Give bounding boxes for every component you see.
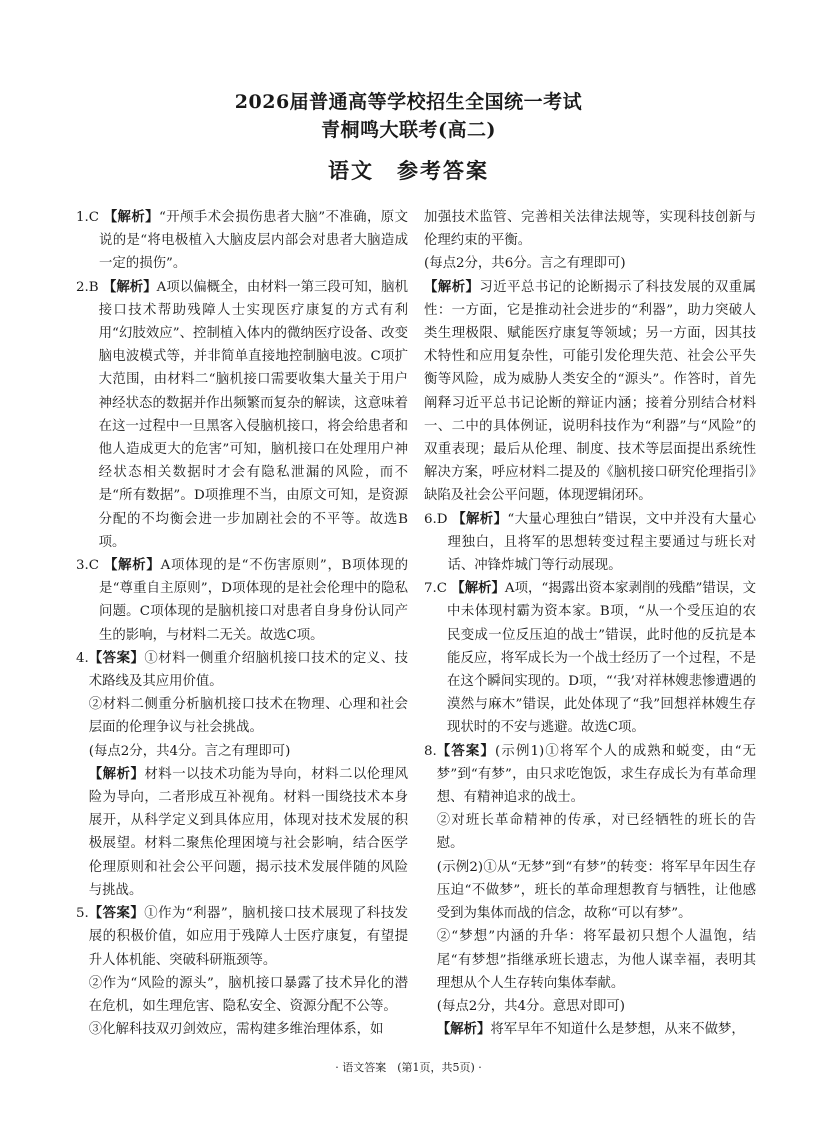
q1-tag: 【解析】 (103, 209, 159, 225)
q4-answer-tag: 【答案】 (88, 649, 145, 666)
q5-analysis-tag: 【解析】 (424, 278, 480, 295)
question-1 (76, 206, 408, 276)
q2-tag: 【解析】 (102, 278, 157, 295)
question-5 (76, 902, 408, 1041)
q8-answer-tag: 【答案】 (436, 742, 495, 759)
q5-answer-1: ①作为“利器”，脑机接口技术展现了科技发展的积极价值，如应用于残障人士医疗康复，有望提升人体机能、突破科研瓶颈等。 (88, 906, 408, 968)
q6-tag: 【解析】 (452, 510, 508, 527)
q5-answer-2: ②作为“风险的源头”，脑机接口暴露了技术异化的潜在危机，如生理危害、隐私安全、资源分配不公等。 (88, 975, 408, 1014)
answer-title: 语文 参考答案 (328, 158, 489, 183)
q4-analysis-text: 材料一以技术功能为导向，材料二以伦理风险为导向，二者形成互补视角。材料一围绕技术本身展开，从科学定义到具体应用，体现对技术发展的积极展望。材料二聚焦伦理困境与社会影响，结合医学伦理原则和社会公平问题，揭示技术发展伴随的风险与挑战。 (88, 766, 409, 898)
q8-analysis-tag: 【解析】 (436, 1021, 491, 1038)
q1-text: “开颅手术会损伤患者大脑”不准确，原文说的是“将电极植入大脑皮层内部会对患者大脑造成一定的损伤”。 (99, 210, 408, 272)
question-8 (424, 740, 756, 1042)
q5-number: 5. (76, 906, 89, 922)
q3-tag: 【解析】 (104, 557, 161, 574)
q4-answer-2: ②材料二侧重分析脑机接口技术在物理、心理和社会层面的伦理争议与社会挑战。 (88, 697, 408, 736)
q8-number: 8. (424, 743, 437, 759)
right-column (424, 206, 756, 1041)
question-3 (76, 554, 408, 647)
q8-example-2: (示例2)①从“无梦”到“有梦”的转变：将军早年因生存压迫“不做梦”，班长的革命理想教育与牺牲，让他感受到为集体而战的信念，故称“可以有梦”。 (436, 859, 756, 922)
question-4 (76, 647, 408, 902)
left-column (76, 206, 408, 1041)
q4-answer-1: ①材料一侧重介绍脑机接口技术的定义、技术路线及其应用价值。 (88, 650, 409, 690)
q3-number: 3.C (76, 558, 100, 574)
q3-text: A项体现的是“不伤害原则”，B项体现的是“尊重自主原则”，D项体现的是社会伦理中的隐私问题。C项体现的是脑机接口对患者自身身份认同产生的影响，与材料二无关。故选C项。 (99, 558, 409, 643)
page-footer: · 语文答案 (第1页，共5页) · (335, 1061, 482, 1074)
q8-example-1: (示例1)①将军个人的成熟和蜕变，由“无梦”到“有梦”，由只求吃饱饭，求生存成长为有革命理想、有精神追求的战士。 (436, 743, 757, 806)
q2-text: A项以偏概全，由材料一第三段可知，脑机接口技术帮助残障人士实现医疗康复的方式有利用“幻肢效应”、控制植入体内的微纳医疗设备、改变脑电波模式等，并非简单直接地控制脑电波。C项扩大范围，由材料二“脑机接口需要收集大量关于用户神经状态的数据并作出频繁而复杂的解读，这意味着在这一过程中一旦黑客入侵脑机接口，将会给患者和他人造成更大的危害”可知，脑机接口在处理用户神经状态相关数据时才会有隐私泄漏的风险，而不是“所有数据”。D项推理不当，由原文可知，是资源分配的不均衡会进一步加剧社会的不平等。故选B项。 (98, 279, 409, 550)
q5-answer-3: ③化解科技双刃剑效应，需构建多维治理体系，如 (88, 1022, 384, 1038)
q2-number: 2.B (76, 279, 99, 295)
q4-score: (每点2分，共4分。言之有理即可) (88, 743, 291, 759)
question-2 (76, 276, 408, 554)
q4-analysis-tag: 【解析】 (88, 765, 145, 782)
q7-number: 7.C (424, 581, 448, 597)
q8-analysis-text: 将军早年不知道什么是梦想，从来不做梦， (490, 1022, 745, 1038)
q8-score: (每点2分，共4分。意思对即可) (436, 998, 625, 1014)
q5-answer-3-continued: 加强技术监管、完善相关法律法规等，实现科技创新与伦理约束的平衡。 (424, 210, 756, 249)
q7-tag: 【解析】 (451, 580, 505, 597)
q5-answer-tag: 【答案】 (88, 905, 145, 922)
exam-subtitle: 青桐鸣大联考(高二) (321, 119, 496, 141)
q6-text: “大量心理独白”错误，文中并没有大量心理独白，且将军的思想转变过程主要通过与班长对话、冲锋炸城门等行动展现。 (447, 511, 756, 574)
page-header (0, 88, 817, 186)
q4-number: 4. (76, 650, 89, 666)
question-6 (424, 508, 756, 578)
q5-score: (每点2分，共6分。言之有理即可) (424, 256, 626, 272)
q6-number: 6.D (424, 511, 448, 527)
q8-example-1b: ②对班长革命精神的传承，对已经牺牲的班长的告慰。 (436, 813, 756, 852)
q5-analysis-text: 习近平总书记的论断揭示了科技发展的双重属性：一方面，它是推动社会进步的“利器”，助力突破人类生理极限、赋能医疗康复等领域；另一方面，因其技术特性和应用复杂性，可能引发伦理失范、社会公平失衡等风险，成为威胁人类安全的“源头”。作答时，首先阐释习近平总书记论断的辩证内涵；接着分别结合材料一、二中的具体例证，说明科技作为“利器”与“风险”的双重表现；最后从伦理、制度、技术等层面提出系统性解决方案，呼应材料二提及的《脑机接口研究伦理指引》缺陷及社会公平问题，体现逻辑闭环。 (424, 279, 757, 504)
q7-text: A项，“揭露出资本家剥削的残酷”错误，文中未体现村霸为资本家。B项，“从一个受压迫的农民变成一位反压迫的战士”错误，此时他的反抗是本能反应，将军成长为一个战士经历了一个过程，不是在这个瞬间实现的。D项，“‘我’对祥林嫂悲惨遭遇的漠然与麻木”错误，此处体现了“我”回想祥林嫂生存现状时的不安与逃避。故选C项。 (447, 581, 756, 736)
question-7 (424, 577, 756, 739)
exam-title: 2026届普通高等学校招生全国统一考试 (234, 91, 583, 113)
q1-number: 1.C (76, 210, 100, 225)
q8-example-2b: ②“梦想”内涵的升华：将军最初只想个人温饱，结尾“有梦想”指继承班长遗志，为他人谋幸福，表明其理想从个人生存转向集体奉献。 (436, 929, 756, 991)
